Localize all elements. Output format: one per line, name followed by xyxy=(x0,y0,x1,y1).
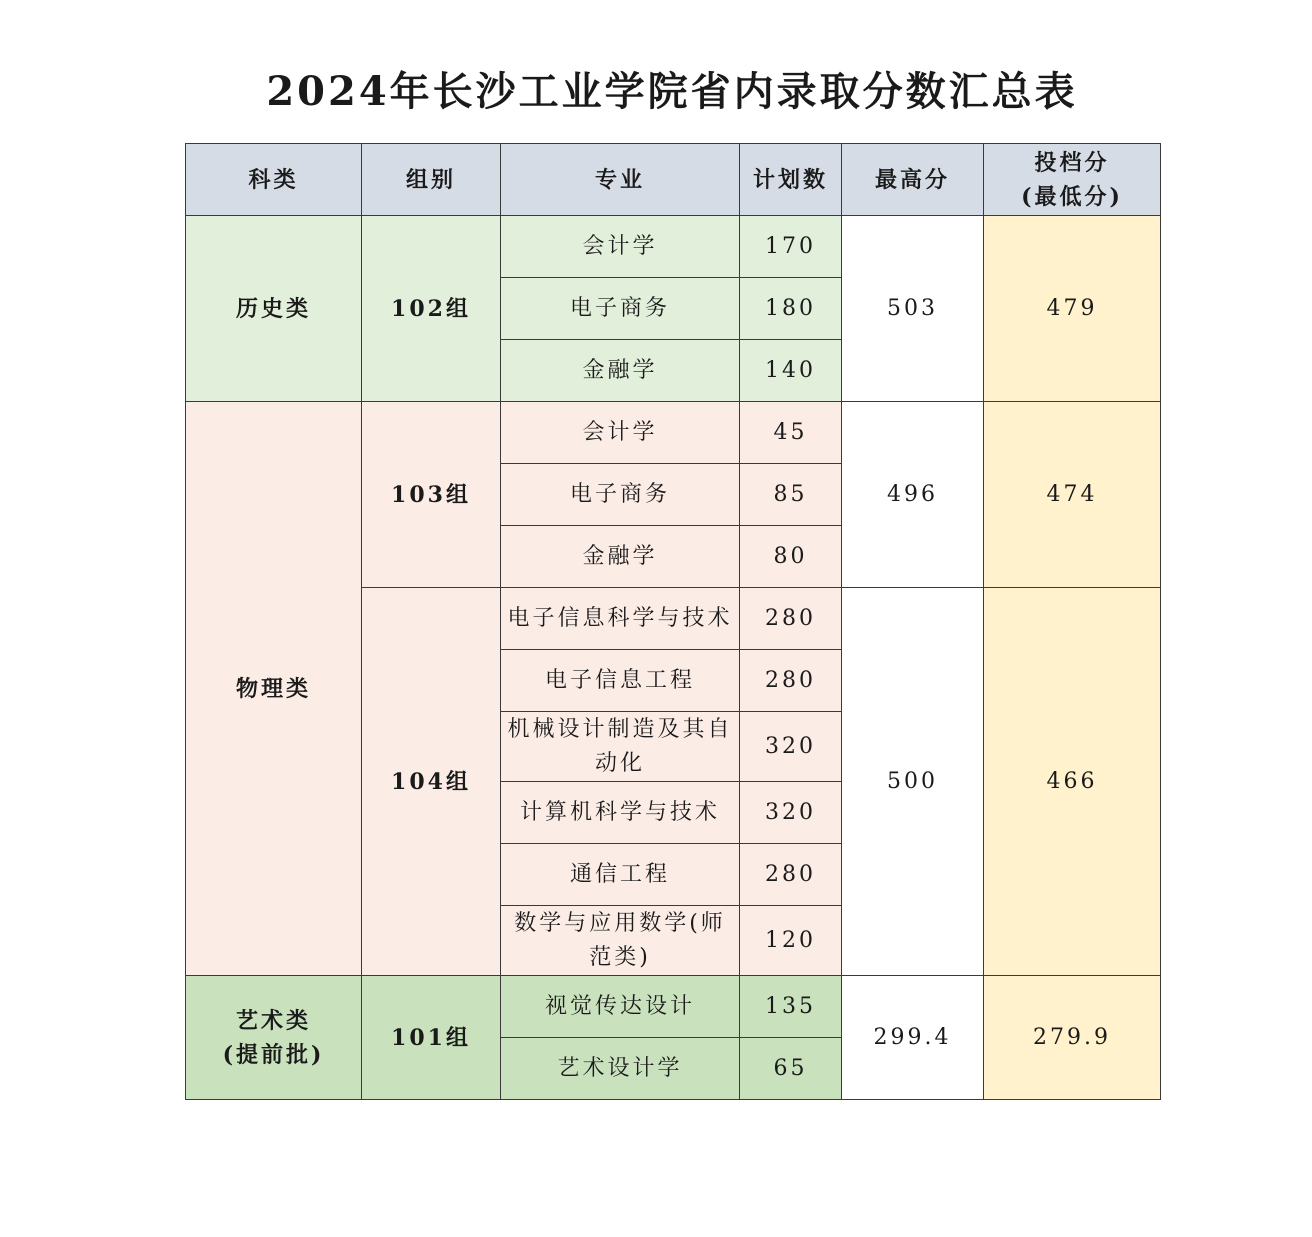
major-name: 机械设计制造及其自动化 xyxy=(501,712,740,782)
plan-count: 180 xyxy=(740,278,842,340)
plan-count: 140 xyxy=(740,340,842,402)
plan-count: 280 xyxy=(740,844,842,906)
plan-count: 80 xyxy=(740,526,842,588)
admission-score-table xyxy=(185,143,1161,1100)
major-name: 计算机科学与技术 xyxy=(501,782,740,844)
major-name: 电子信息科学与技术 xyxy=(501,588,740,650)
max-score-104: 500 xyxy=(842,588,984,976)
header-row xyxy=(186,144,1161,216)
group-101: 101组 xyxy=(362,976,501,1100)
header-major: 专业 xyxy=(501,144,740,216)
plan-count: 65 xyxy=(740,1038,842,1100)
plan-count: 120 xyxy=(740,906,842,976)
min-score-103: 474 xyxy=(984,402,1161,588)
major-name: 数学与应用数学(师范类) xyxy=(501,906,740,976)
max-score-102: 503 xyxy=(842,216,984,402)
category-art-line2: (提前批) xyxy=(222,1041,325,1068)
min-score-101: 279.9 xyxy=(984,976,1161,1100)
header-group: 组别 xyxy=(362,144,501,216)
plan-count: 135 xyxy=(740,976,842,1038)
major-name: 电子商务 xyxy=(501,464,740,526)
header-min-score-line2: (最低分) xyxy=(1021,183,1123,210)
header-plan: 计划数 xyxy=(740,144,842,216)
group-103: 103组 xyxy=(362,402,501,588)
plan-count: 85 xyxy=(740,464,842,526)
major-name: 视觉传达设计 xyxy=(501,976,740,1038)
plan-count: 280 xyxy=(740,588,842,650)
plan-count: 320 xyxy=(740,782,842,844)
plan-count: 320 xyxy=(740,712,842,782)
major-name: 电子信息工程 xyxy=(501,650,740,712)
plan-count: 45 xyxy=(740,402,842,464)
table-row xyxy=(186,402,1161,464)
major-name: 会计学 xyxy=(501,216,740,278)
category-art-line1: 艺术类 xyxy=(235,1007,311,1034)
max-score-103: 496 xyxy=(842,402,984,588)
max-score-101: 299.4 xyxy=(842,976,984,1100)
category-history: 历史类 xyxy=(186,216,362,402)
category-art xyxy=(186,976,362,1100)
major-name: 金融学 xyxy=(501,526,740,588)
major-name: 通信工程 xyxy=(501,844,740,906)
header-min-score-line1: 投档分 xyxy=(1034,149,1110,176)
group-102: 102组 xyxy=(362,216,501,402)
page-title: 2024年长沙工业学院省内录取分数汇总表 xyxy=(266,68,1078,115)
major-name: 金融学 xyxy=(501,340,740,402)
header-max-score: 最高分 xyxy=(842,144,984,216)
group-104: 104组 xyxy=(362,588,501,976)
major-name: 艺术设计学 xyxy=(501,1038,740,1100)
table-row xyxy=(186,976,1161,1038)
major-name: 会计学 xyxy=(501,402,740,464)
category-physics: 物理类 xyxy=(186,402,362,976)
header-category: 科类 xyxy=(186,144,362,216)
major-name: 电子商务 xyxy=(501,278,740,340)
min-score-104: 466 xyxy=(984,588,1161,976)
header-min-score xyxy=(984,144,1161,216)
min-score-102: 479 xyxy=(984,216,1161,402)
plan-count: 280 xyxy=(740,650,842,712)
table-row xyxy=(186,216,1161,278)
plan-count: 170 xyxy=(740,216,842,278)
